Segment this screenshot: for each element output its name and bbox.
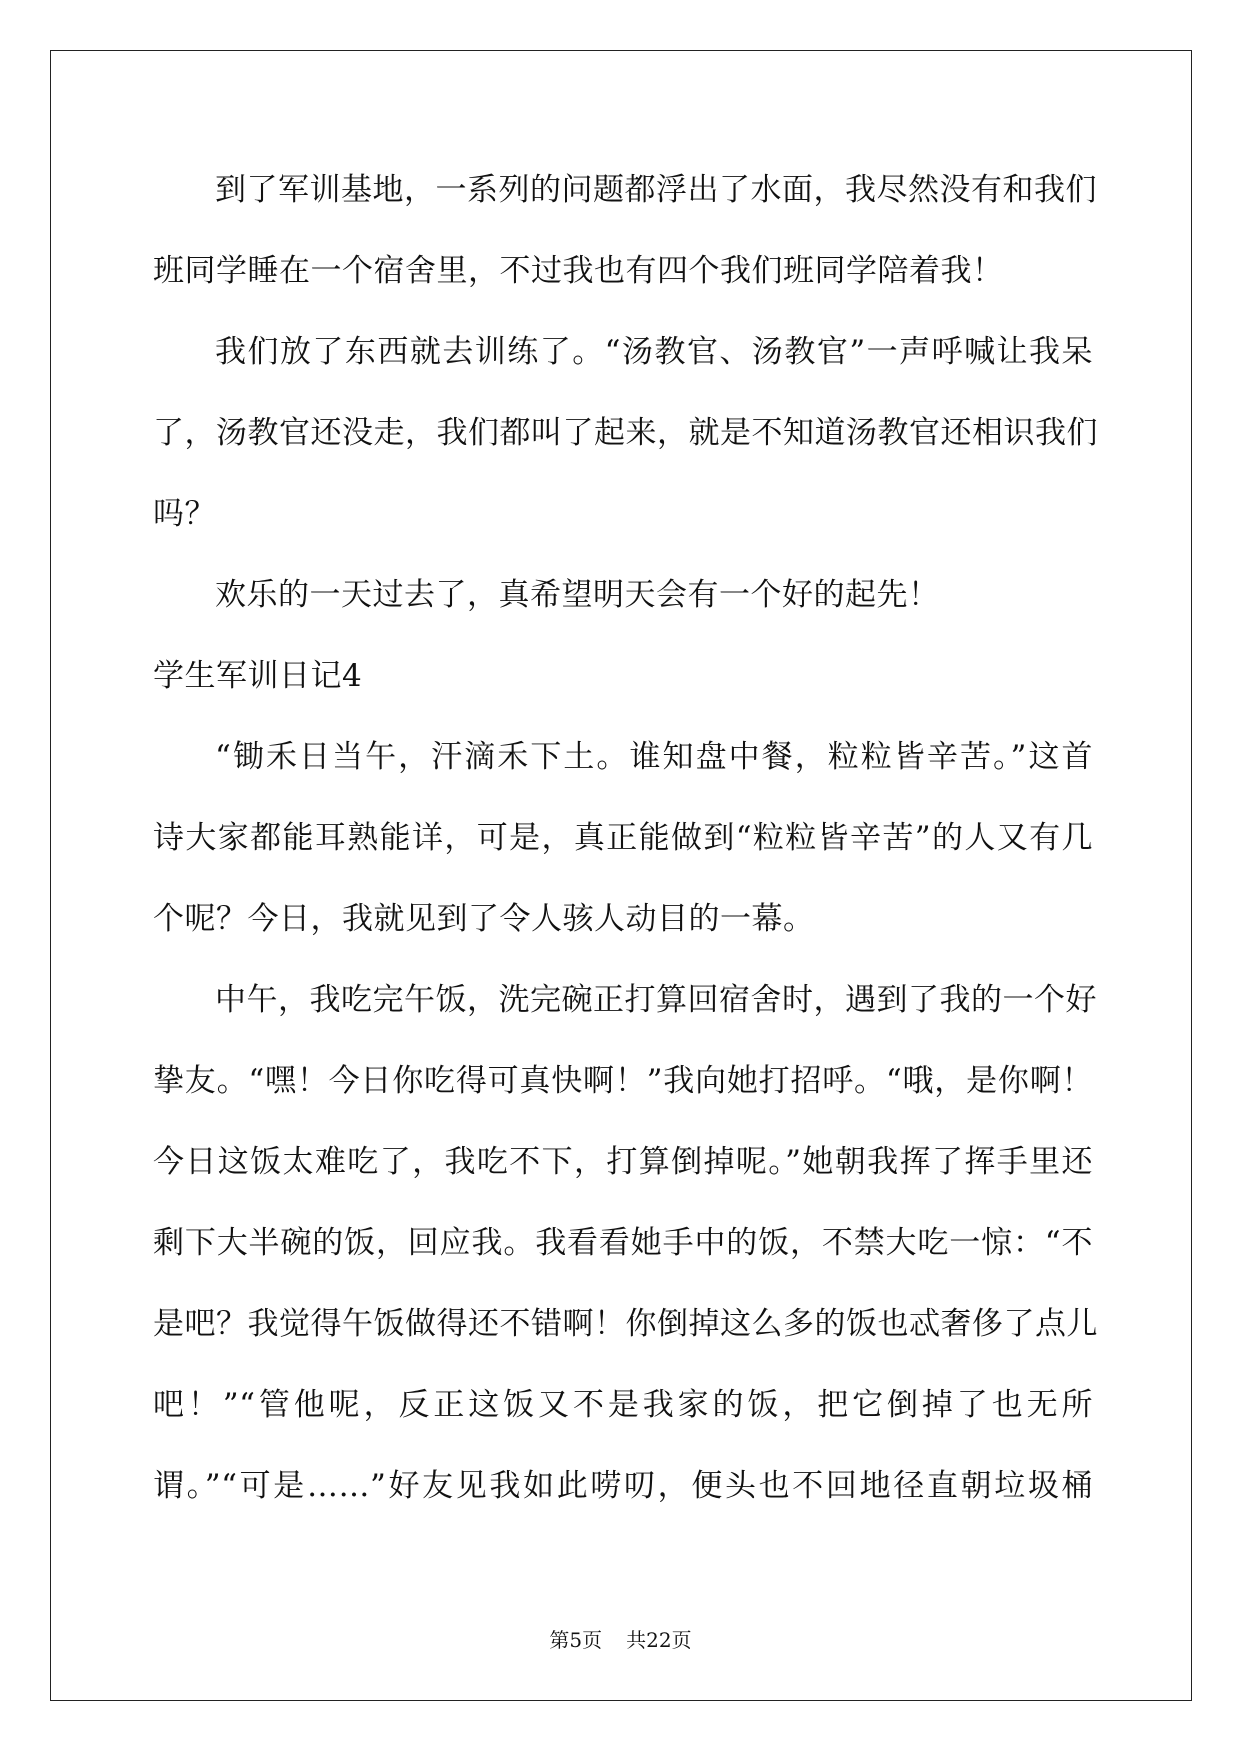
page-number: 第5页 — [549, 1628, 603, 1652]
page-total: 共22页 — [626, 1628, 692, 1652]
section-heading: 学生军训日记4 — [153, 658, 363, 694]
paragraph-line: 了，汤教官还没走，我们都叫了起来，就是不知道汤教官还相识我们 — [153, 415, 1098, 451]
paragraph-line: 谓。”“可是……”好友见我如此唠叨，便头也不回地径直朝垃圾桶 — [153, 1468, 1093, 1504]
paragraph-line: 是吧？我觉得午饭做得还不错啊！你倒掉这么多的饭也忒奢侈了点儿 — [153, 1306, 1098, 1342]
page-footer — [0, 1628, 1241, 1652]
paragraph-line: 欢乐的一天过去了，真希望明天会有一个好的起先！ — [215, 577, 940, 613]
paragraph-line: 吧！”“管他呢，反正这饭又不是我家的饭，把它倒掉了也无所 — [153, 1387, 1093, 1423]
paragraph-line: 个呢？今日，我就见到了令人骇人动目的一幕。 — [153, 901, 815, 937]
paragraph-line: 中午，我吃完午饭，洗完碗正打算回宿舍时，遇到了我的一个好 — [215, 982, 1097, 1018]
paragraph-line: “锄禾日当午，汗滴禾下土。谁知盘中餐，粒粒皆辛苦。”这首 — [215, 739, 1093, 775]
paragraph-line: 我们放了东西就去训练了。“汤教官、汤教官”一声呼喊让我呆 — [215, 334, 1093, 370]
paragraph-line: 剩下大半碗的饭，回应我。我看看她手中的饭，不禁大吃一惊：“不 — [153, 1225, 1093, 1261]
paragraph-line: 诗大家都能耳熟能详，可是，真正能做到“粒粒皆辛苦”的人又有几 — [153, 820, 1093, 856]
paragraph-line: 吗？ — [153, 496, 216, 532]
document-body — [153, 160, 1098, 1537]
paragraph-line: 班同学睡在一个宿舍里，不过我也有四个我们班同学陪着我！ — [153, 253, 1004, 289]
paragraph-line: 到了军训基地，一系列的问题都浮出了水面，我尽然没有和我们 — [215, 172, 1097, 208]
paragraph-line: 挚友。“嘿！今日你吃得可真快啊！”我向她打招呼。“哦，是你啊！ — [153, 1063, 1093, 1099]
paragraph-line: 今日这饭太难吃了，我吃不下，打算倒掉呢。”她朝我挥了挥手里还 — [153, 1144, 1093, 1180]
